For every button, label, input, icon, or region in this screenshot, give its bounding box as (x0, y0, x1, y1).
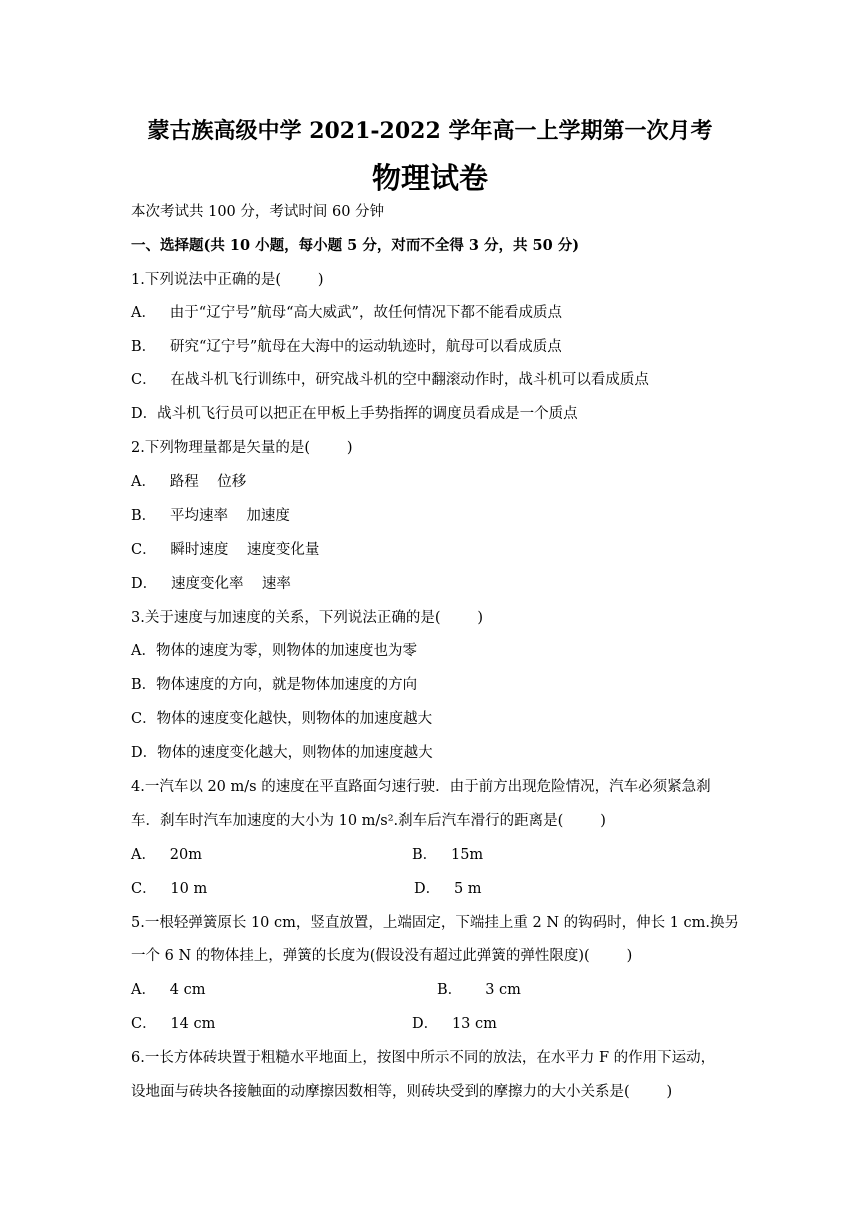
exam-subject: 物理试卷 (371, 161, 488, 195)
question-1-option-c: C． 在战斗机飞行训练中，研究战斗机的空中翻滚动作时，战斗机可以看成质点 (131, 372, 649, 388)
question-2-option-b: B． 平均速率 加速度 (131, 508, 290, 524)
exam-intro: 本次考试共 100 分，考试时间 60 分钟 (131, 204, 385, 220)
question-3-option-c: C．物体的速度变化越快，则物体的加速度越大 (131, 711, 433, 727)
question-4-option-d: D． 5 m (414, 881, 482, 897)
question-2-stem: 2.下列物理量都是矢量的是( ) (131, 440, 353, 456)
question-6-stem-line2: 设地面与砖块各接触面的动摩擦因数相等，则砖块受到的摩擦力的大小关系是( ) (131, 1084, 673, 1100)
question-2-option-a: A． 路程 位移 (131, 474, 247, 490)
question-4-stem-line2: 车．刹车时汽车加速度的大小为 10 m/s².刹车后汽车滑行的距离是( ) (131, 813, 606, 829)
question-4-stem-line1: 4.一汽车以 20 m/s 的速度在平直路面匀速行驶．由于前方出现危险情况，汽车必须紧急刹 (131, 779, 711, 795)
question-3-option-d: D．物体的速度变化越大，则物体的加速度越大 (131, 745, 433, 761)
question-5-stem-line2: 一个 6 N 的物体挂上，弹簧的长度为(假设没有超过此弹簧的弹性限度)( ) (131, 948, 633, 964)
question-5-option-a: A． 4 cm (131, 982, 206, 998)
question-5-option-c: C． 14 cm (131, 1016, 216, 1032)
question-4-option-a: A． 20m (131, 847, 202, 863)
question-4-option-b: B． 15m (412, 847, 484, 863)
question-5-stem-line1: 5.一根轻弹簧原长 10 cm，竖直放置，上端固定，下端挂上重 2 N 的钩码时，伸长 1 cm.换另 (131, 915, 740, 931)
question-1-option-d: D．战斗机飞行员可以把正在甲板上手势指挥的调度员看成是一个质点 (131, 406, 578, 422)
question-3-option-a: A．物体的速度为零，则物体的加速度也为零 (131, 643, 417, 659)
question-1-option-b: B． 研究“辽宁号”航母在大海中的运动轨迹时，航母可以看成质点 (131, 339, 562, 355)
exam-title: 蒙古族高级中学 2021-2022 学年高一上学期第一次月考 (147, 118, 713, 144)
question-2-option-d: D． 速度变化率 速率 (131, 576, 291, 592)
section-heading: 一、选择题(共 10 小题，每小题 5 分，对而不全得 3 分，共 50 分) (131, 237, 580, 254)
question-5-option-b: B． 3 cm (437, 982, 521, 998)
question-1-option-a: A． 由于“辽宁号”航母“高大威武”，故任何情况下都不能看成质点 (131, 305, 562, 321)
question-1-stem: 1.下列说法中正确的是( ) (131, 272, 324, 288)
question-4-option-c: C． 10 m (131, 881, 208, 897)
question-6-stem-line1: 6.一长方体砖块置于粗糙水平地面上，按图中所示不同的放法，在水平力 F 的作用下运动， (131, 1050, 716, 1066)
question-2-option-c: C． 瞬时速度 速度变化量 (131, 542, 320, 558)
question-5-option-d: D． 13 cm (412, 1016, 497, 1032)
question-3-option-b: B．物体速度的方向，就是物体加速度的方向 (131, 677, 418, 693)
question-3-stem: 3.关于速度与加速度的关系，下列说法正确的是( ) (131, 610, 484, 626)
